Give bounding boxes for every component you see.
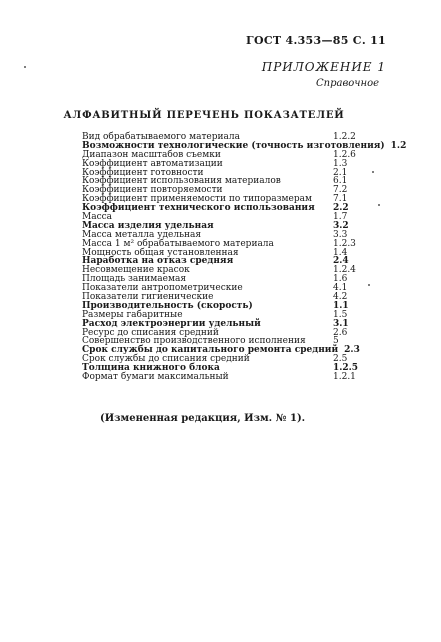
indicator-code: 3.2 (333, 220, 349, 231)
indicator-code: 2.2 (333, 203, 349, 214)
indicator-name: Наработка на отказ средняя (82, 256, 234, 267)
list-item (82, 373, 382, 382)
indicator-code: 1.1 (333, 300, 349, 311)
scan-speck (372, 171, 374, 173)
indicator-name: Масса изделия удельная (82, 220, 214, 231)
indicator-code: 7.1 (333, 194, 348, 205)
indicator-name: Масса 1 м² обрабатываемого материала (82, 238, 274, 249)
indicator-code: 4.1 (333, 283, 348, 294)
indicator-code: 4.2 (333, 292, 348, 303)
indicator-name: Возможности технологические (точность изготовления) (82, 140, 385, 151)
indicator-name: Производительность (скорость) (82, 300, 253, 311)
indicator-code: 3.3 (333, 229, 348, 240)
indicator-name: Показатели гигиенические (82, 292, 214, 303)
indicator-code: 1.6 (333, 274, 348, 285)
indicator-name: Площадь занимаемая (82, 274, 187, 285)
indicator-code: 1.2.6 (333, 149, 356, 160)
indicator-code: 1.2.2 (333, 132, 356, 142)
indicator-name: Срок службы до капитального ремонта средний (82, 345, 339, 356)
indicator-name: Коэффициент автоматизации (82, 158, 223, 169)
indicator-name: Диапазон масштабов съемки (82, 149, 221, 160)
indicator-name: Коэффициент готовности (82, 167, 204, 178)
indicator-code: 2.1 (333, 167, 348, 178)
indicator-name: Совершенство производственного исполнения (82, 336, 306, 347)
appendix-subtitle: Справочное (316, 78, 380, 89)
indicator-name: Несовмещение красок (82, 265, 190, 276)
indicator-code: 5 (333, 336, 339, 347)
standard-header: ГОСТ 4.353—85 С. 11 (246, 34, 386, 47)
scan-speck (378, 204, 380, 206)
indicator-code: 1.7 (333, 212, 348, 223)
indicator-list (82, 132, 407, 383)
indicator-name: Коэффициент использования материалов (82, 176, 281, 187)
list-title: АЛФАВИТНЫЙ ПЕРЕЧЕНЬ ПОКАЗАТЕЛЕЙ (63, 110, 345, 121)
indicator-name: Коэффициент повторяемости (82, 185, 223, 196)
indicator-name: Толщина книжного блока (82, 363, 220, 374)
indicator-code: 1.2.3 (333, 238, 356, 249)
indicator-code: 7.2 (333, 185, 348, 196)
appendix-title: ПРИЛОЖЕНИЕ 1 (261, 60, 386, 74)
scan-speck (368, 284, 370, 286)
indicator-code: 1.2 (390, 140, 407, 151)
indicator-name: Коэффициент применяемости по типоразмерам (82, 194, 313, 205)
amendment-note: (Измененная редакция, Изм. № 1). (100, 413, 306, 424)
indicator-name: Размеры габаритные (82, 309, 183, 320)
indicator-code: 2.4 (333, 256, 349, 267)
indicator-code: 1.3 (333, 158, 348, 169)
indicator-code: 1.2.1 (333, 372, 356, 383)
indicator-name: Формат бумаги максимальный (82, 372, 229, 383)
indicator-name: Срок службы до списания средний (82, 354, 250, 365)
indicator-code: 2.6 (333, 327, 348, 338)
indicator-name: Расход электроэнергии удельный (82, 318, 261, 329)
indicator-name: Масса (82, 212, 113, 223)
indicator-code: 1.4 (333, 247, 348, 258)
indicator-name: Масса металла удельная (82, 229, 202, 240)
indicator-name: Вид обрабатываемого материала (82, 132, 240, 142)
indicator-name: Показатели антропометрические (82, 283, 243, 294)
scan-speck (24, 66, 26, 68)
indicator-name: Ресурс до списания средний (82, 327, 219, 338)
indicator-code: 1.5 (333, 309, 348, 320)
indicator-code: 3.1 (333, 318, 349, 329)
indicator-code: 1.2.5 (333, 363, 359, 374)
indicator-code: 6.1 (333, 176, 348, 187)
indicator-code: 2.5 (333, 354, 348, 365)
indicator-name: Коэффициент технического использования (82, 203, 315, 214)
indicator-code: 1.2.4 (333, 265, 356, 276)
indicator-name: Мощность общая установленная (82, 247, 239, 258)
indicator-code: 2.3 (344, 345, 360, 356)
